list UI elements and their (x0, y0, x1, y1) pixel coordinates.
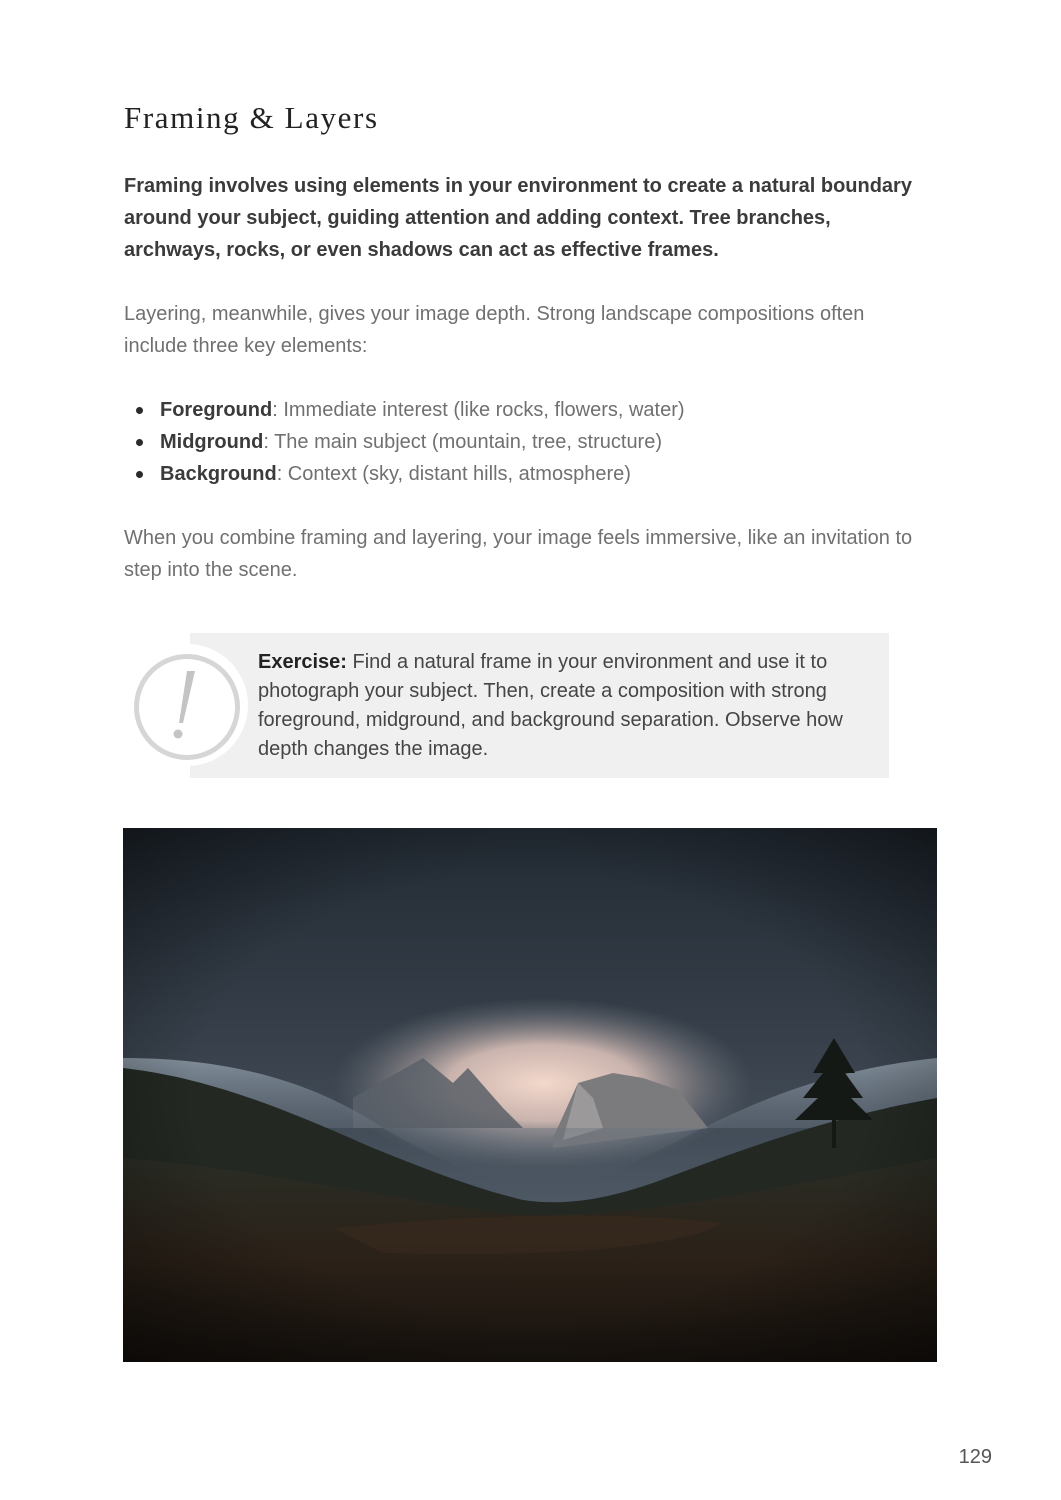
exercise-body: Find a natural frame in your environment and use it to photograph your subject. Then, create a composition with strong foreground, midground, and background separation. Observe how depth changes the image. (258, 651, 843, 760)
layer-term: Background (160, 463, 277, 485)
bullet-icon (136, 471, 143, 478)
layer-term: Midground (160, 431, 264, 453)
landscape-photo (123, 828, 937, 1362)
layers-list (124, 394, 924, 490)
list-item (124, 426, 924, 458)
layer-term: Foreground (160, 399, 273, 421)
exercise-label: Exercise: (258, 651, 347, 673)
list-item (124, 458, 924, 490)
layer-description: : The main subject (mountain, tree, structure) (263, 431, 663, 453)
combine-paragraph: When you combine framing and layering, your image feels immersive, like an invitation to step into the scene. (124, 527, 913, 581)
list-item (124, 394, 924, 426)
exclamation-icon (126, 644, 248, 766)
page-heading: Framing & Layers (124, 100, 379, 135)
bullet-icon (136, 439, 143, 446)
bullet-icon (136, 407, 143, 414)
intro-paragraph: Framing involves using elements in your environment to create a natural boundary around your subject, guiding attention and adding context. Tree branches, archways, rocks, or even shadows can act as effective frames. (124, 175, 912, 261)
layer-description: : Immediate interest (like rocks, flowers, water) (272, 399, 685, 421)
page-number: 129 (958, 1446, 992, 1468)
layer-description: : Context (sky, distant hills, atmosphere) (276, 463, 631, 485)
exercise-text (258, 648, 868, 764)
layering-paragraph: Layering, meanwhile, gives your image depth. Strong landscape compositions often include three key elements: (124, 303, 865, 357)
